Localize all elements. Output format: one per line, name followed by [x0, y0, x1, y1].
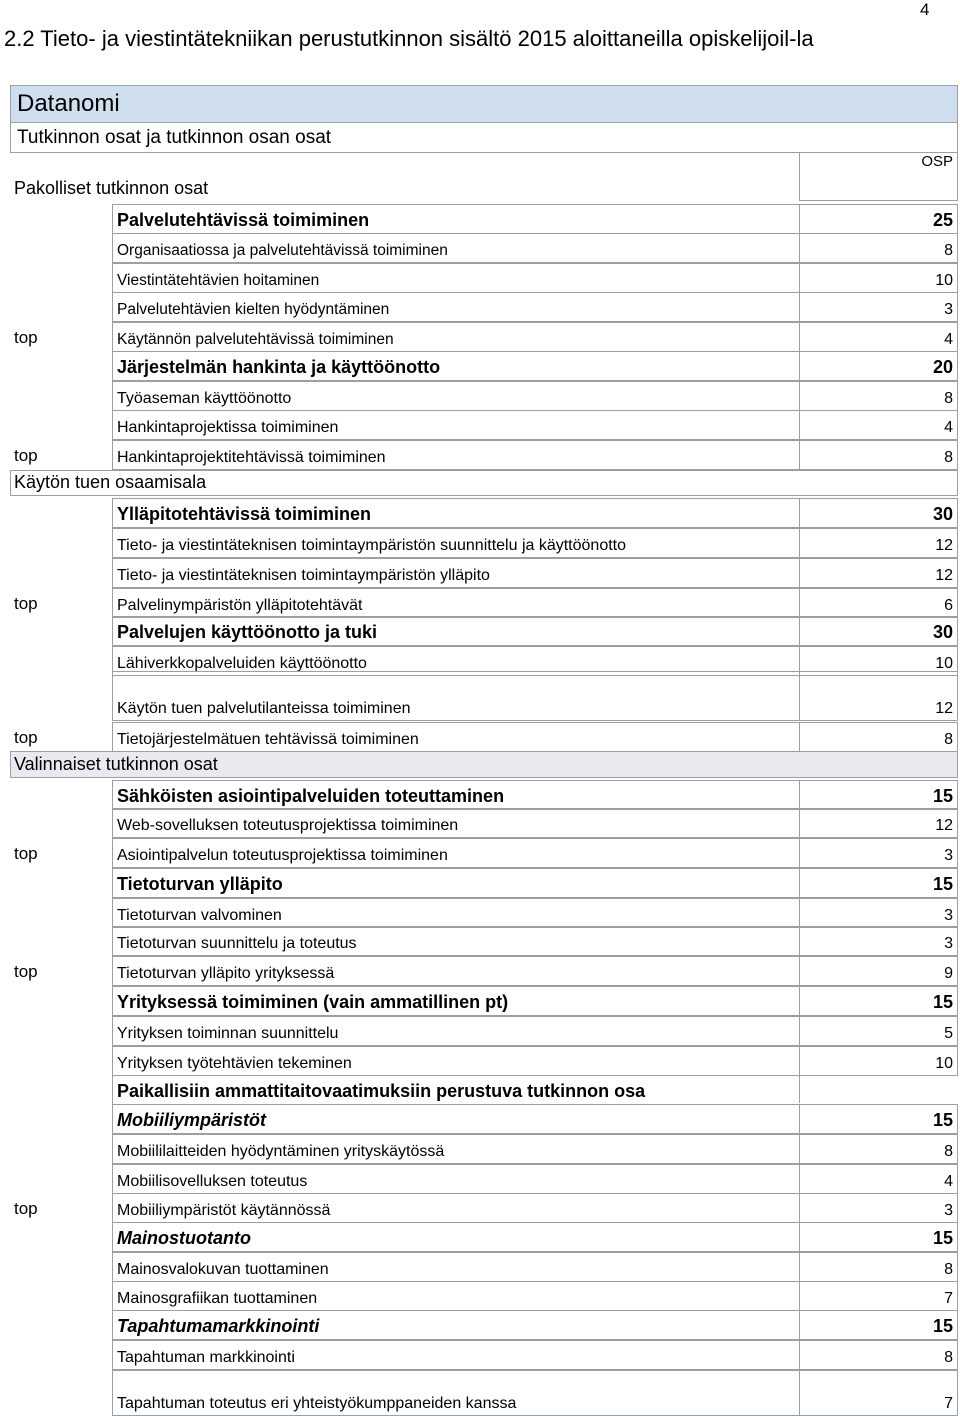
osp-value-cell: [799, 926, 958, 956]
osp-value: 3: [944, 935, 953, 952]
osp-value: 20: [932, 357, 953, 377]
osp-value: 5: [944, 1025, 953, 1042]
osp-value: 15: [932, 1110, 953, 1130]
osp-value-cell: [799, 780, 958, 810]
table-row: [0, 410, 960, 438]
table-row: [0, 986, 960, 1014]
osp-value: 3: [944, 907, 953, 924]
course-name-cell: [112, 1046, 799, 1076]
course-name-cell: [112, 1340, 799, 1370]
osp-value-cell: [799, 1134, 958, 1164]
course-name-cell: [112, 898, 799, 928]
osp-value-cell: [799, 671, 958, 721]
osp-value-cell: [799, 838, 958, 868]
section-mandatory: Pakolliset tutkinnon osat: [14, 178, 209, 198]
course-name-cell: [112, 1016, 799, 1046]
section-kayton: Käytön tuen osaamisala: [14, 472, 207, 492]
table-row: [0, 292, 960, 320]
table-row: [0, 263, 960, 291]
table-row: [0, 204, 960, 232]
top-label: top: [14, 844, 38, 863]
course-name-cell: [112, 351, 799, 381]
table-row: [0, 1193, 960, 1221]
course-name: Yrityksen toiminnan suunnittelu: [117, 1025, 339, 1042]
table-row: [0, 558, 960, 586]
osp-value: 15: [932, 1316, 953, 1336]
osp-value: 8: [944, 242, 953, 259]
course-name-cell: [112, 780, 799, 810]
table-row: [0, 868, 960, 896]
osp-value-cell: [799, 558, 958, 588]
table-subtitle: Tutkinnon osat ja tutkinnon osan osat: [17, 127, 332, 148]
osp-value-cell: [799, 292, 958, 322]
osp-value-cell: [799, 322, 958, 352]
osp-value-cell: [799, 1104, 958, 1134]
course-name: Sähköisten asiointipalveluiden toteuttaminen: [117, 786, 505, 806]
osp-value: 4: [944, 419, 953, 436]
course-name: Mobiiliympäristöt käytännössä: [117, 1202, 331, 1219]
course-name-cell: [112, 1134, 799, 1164]
course-name-cell: [112, 381, 799, 411]
course-name-cell: [112, 1370, 799, 1416]
osp-value: 3: [944, 301, 953, 318]
course-name: Mainosgrafiikan tuottaminen: [117, 1290, 318, 1307]
course-name: Palvelutehtävissä toimiminen: [117, 210, 370, 230]
table-row: [0, 1281, 960, 1309]
table-row: [0, 1016, 960, 1044]
course-name: Tietoturvan suunnittelu ja toteutus: [117, 935, 357, 952]
table-row: [0, 646, 960, 674]
osp-value: 3: [944, 1202, 953, 1219]
osp-value-cell: [799, 986, 958, 1016]
course-name-cell: [112, 1252, 799, 1282]
osp-label: OSP: [921, 153, 953, 170]
table-row: [0, 1370, 960, 1414]
course-name-cell: [112, 528, 799, 558]
course-name: Tietoturvan ylläpito yrityksessä: [117, 965, 335, 982]
section-optional: Valinnaiset tutkinnon osat: [14, 754, 218, 774]
course-name: Organisaatiossa ja palvelutehtävissä toimiminen: [117, 242, 448, 259]
osp-value-cell: [799, 410, 958, 440]
osp-value-cell: [799, 498, 958, 528]
course-name: Järjestelmän hankinta ja käyttöönotto: [117, 357, 441, 377]
osp-value-cell: [799, 1046, 958, 1076]
top-label: top: [14, 962, 38, 981]
course-name: Palvelutehtävien kielten hyödyntäminen: [117, 301, 390, 318]
osp-header: [799, 152, 958, 201]
osp-value: 10: [935, 272, 953, 289]
table-row: [0, 1164, 960, 1192]
osp-value-cell: [799, 351, 958, 381]
course-name: Tapahtumamarkkinointi: [117, 1316, 320, 1336]
course-name-cell: [112, 233, 799, 263]
course-name-cell: [112, 722, 799, 752]
osp-value-cell: [799, 1370, 958, 1416]
osp-value-cell: [799, 1075, 957, 1103]
course-name-cell: [112, 410, 799, 440]
osp-value: 15: [932, 786, 953, 806]
course-name: Tapahtuman markkinointi: [117, 1349, 295, 1366]
table-row: [0, 322, 960, 350]
osp-value: 8: [944, 1143, 953, 1160]
osp-value-cell: [799, 898, 958, 928]
table-row: [0, 1340, 960, 1368]
table-row: [0, 381, 960, 409]
course-name-cell: [112, 986, 799, 1016]
osp-value: 4: [944, 331, 953, 348]
top-label: top: [14, 446, 38, 465]
table-row: [0, 1046, 960, 1074]
osp-value-cell: [799, 528, 958, 558]
osp-value-cell: [799, 381, 958, 411]
table-row: [0, 588, 960, 616]
course-name: Mobiilisovelluksen toteutus: [117, 1173, 308, 1190]
course-name: Käytön tuen palvelutilanteissa toimiminen: [117, 700, 411, 717]
course-name-cell: [112, 956, 799, 986]
course-name-cell: [112, 926, 799, 956]
osp-value: 15: [932, 874, 953, 894]
course-name: Paikallisiin ammattitaitovaatimuksiin perustuva tutkinnon osa: [117, 1081, 646, 1101]
course-name-cell: [112, 558, 799, 588]
course-name: Hankintaprojektissa toimiminen: [117, 419, 339, 436]
course-name-cell: [112, 588, 799, 618]
osp-value-cell: [799, 616, 958, 646]
osp-value: 8: [944, 1261, 953, 1278]
osp-value: 12: [935, 567, 953, 584]
course-name: Tieto- ja viestintäteknisen toimintaympäristön ylläpito: [117, 567, 490, 584]
osp-value: 30: [932, 622, 953, 642]
table-subtitle-row: [10, 122, 958, 153]
osp-value: 25: [932, 210, 953, 230]
course-name: Tietojärjestelmätuen tehtävissä toimiminen: [117, 731, 419, 748]
osp-value-cell: [799, 1310, 958, 1340]
top-label: top: [14, 594, 38, 613]
page-title: 2.2 Tieto- ja viestintätekniikan perustutkinnon sisältö 2015 aloittaneilla opiskelijoil-la: [4, 26, 814, 51]
page-number: 4: [920, 0, 930, 19]
osp-value-cell: [799, 204, 958, 234]
course-name: Mobiililaitteiden hyödyntäminen yrityskäytössä: [117, 1143, 445, 1160]
osp-value: 10: [935, 1055, 953, 1072]
osp-value: 4: [944, 1173, 953, 1190]
course-name-cell: [112, 838, 799, 868]
course-name: Palvelinympäristön ylläpitotehtävät: [117, 597, 363, 614]
table-row: [0, 1104, 960, 1132]
course-name-cell: [112, 263, 799, 293]
course-name: Yrityksen työtehtävien tekeminen: [117, 1055, 352, 1072]
osp-value-cell: [799, 808, 958, 838]
course-name: Hankintaprojektitehtävissä toimiminen: [117, 449, 386, 466]
course-name: Mainosvalokuvan tuottaminen: [117, 1261, 329, 1278]
table-row: [0, 1075, 960, 1103]
osp-value: 6: [944, 597, 953, 614]
course-name: Palvelujen käyttöönotto ja tuki: [117, 622, 378, 642]
osp-value: 3: [944, 847, 953, 864]
table-row: [0, 233, 960, 261]
osp-value: 8: [944, 390, 953, 407]
table-row: [0, 780, 960, 808]
course-name: Ylläpitotehtävissä toimiminen: [117, 504, 372, 524]
osp-value-cell: [799, 956, 958, 986]
table-row: [0, 1222, 960, 1250]
table-row: [0, 898, 960, 926]
course-name-cell: [112, 498, 799, 528]
course-name: Asiointipalvelun toteutusprojektissa toimiminen: [117, 847, 448, 864]
osp-value-cell: [799, 588, 958, 618]
osp-value-cell: [799, 722, 958, 752]
course-name: Tietoturvan valvominen: [117, 907, 282, 924]
top-label: top: [14, 1199, 38, 1218]
table-row: [0, 956, 960, 984]
table-row: [0, 528, 960, 556]
course-name: Viestintätehtävien hoitaminen: [117, 272, 320, 289]
table-row: [0, 351, 960, 379]
course-name: Tietoturvan ylläpito: [117, 874, 283, 894]
course-name-cell: [112, 204, 799, 234]
osp-value: 15: [932, 992, 953, 1012]
course-name: Web-sovelluksen toteutusprojektissa toimiminen: [117, 817, 459, 834]
course-name: Tieto- ja viestintäteknisen toimintaympäristön suunnittelu ja käyttöönotto: [117, 537, 627, 554]
course-name-cell: [112, 322, 799, 352]
table-row: [0, 671, 960, 719]
osp-value: 7: [944, 1395, 953, 1412]
osp-value-cell: [799, 1252, 958, 1282]
course-name-cell: [112, 1281, 799, 1311]
course-name: Tapahtuman toteutus eri yhteistyökumppaneiden kanssa: [117, 1395, 517, 1412]
osp-value-cell: [799, 1016, 958, 1046]
course-name: Mainostuotanto: [117, 1228, 251, 1248]
degree-title: Datanomi: [17, 90, 120, 117]
table-row: [0, 440, 960, 468]
osp-value: 9: [944, 965, 953, 982]
table-row: [0, 498, 960, 526]
table-row: [0, 1310, 960, 1338]
course-name: Käytännön palvelutehtävissä toimiminen: [117, 331, 394, 348]
course-name-cell: [112, 1104, 799, 1134]
osp-value: 12: [935, 817, 953, 834]
osp-value-cell: [799, 868, 958, 898]
osp-value-cell: [799, 1164, 958, 1194]
course-name-cell: [112, 616, 799, 646]
course-name-cell: [112, 1075, 799, 1105]
table-row: [0, 616, 960, 644]
degree-header: [10, 85, 958, 123]
course-name: Yrityksessä toimiminen (vain ammatillinen pt): [117, 992, 509, 1012]
osp-value-cell: [799, 440, 958, 470]
table-row: [0, 838, 960, 866]
course-name-cell: [112, 292, 799, 322]
osp-value-cell: [799, 233, 958, 263]
table-row: [0, 1134, 960, 1162]
osp-value: 30: [932, 504, 953, 524]
osp-value: 7: [944, 1290, 953, 1307]
osp-value-cell: [799, 1193, 958, 1223]
course-name-cell: [112, 440, 799, 470]
course-name-cell: [112, 808, 799, 838]
osp-value: 8: [944, 449, 953, 466]
course-name-cell: [112, 1193, 799, 1223]
course-name-cell: [112, 671, 799, 721]
osp-value-cell: [799, 1222, 958, 1252]
table-row: [0, 1252, 960, 1280]
osp-value-cell: [799, 263, 958, 293]
osp-value: 12: [935, 537, 953, 554]
osp-value: 12: [935, 700, 953, 717]
top-label: top: [14, 328, 38, 347]
course-name-cell: [112, 1310, 799, 1340]
course-name: Työaseman käyttöönotto: [117, 390, 292, 407]
course-name: Mobiiliympäristöt: [117, 1110, 267, 1130]
table-row: [0, 722, 960, 750]
osp-value: 10: [935, 655, 953, 672]
osp-value: 15: [932, 1228, 953, 1248]
course-name-cell: [112, 1164, 799, 1194]
table-row: [0, 926, 960, 954]
course-name: Lähiverkkopalveluiden käyttöönotto: [117, 655, 367, 672]
osp-value: 8: [944, 731, 953, 748]
osp-value-cell: [799, 1281, 958, 1311]
course-name-cell: [112, 868, 799, 898]
course-name-cell: [112, 1222, 799, 1252]
table-row: [0, 808, 960, 836]
osp-value-cell: [799, 1340, 958, 1370]
osp-value: 8: [944, 1349, 953, 1366]
top-label: top: [14, 728, 38, 747]
